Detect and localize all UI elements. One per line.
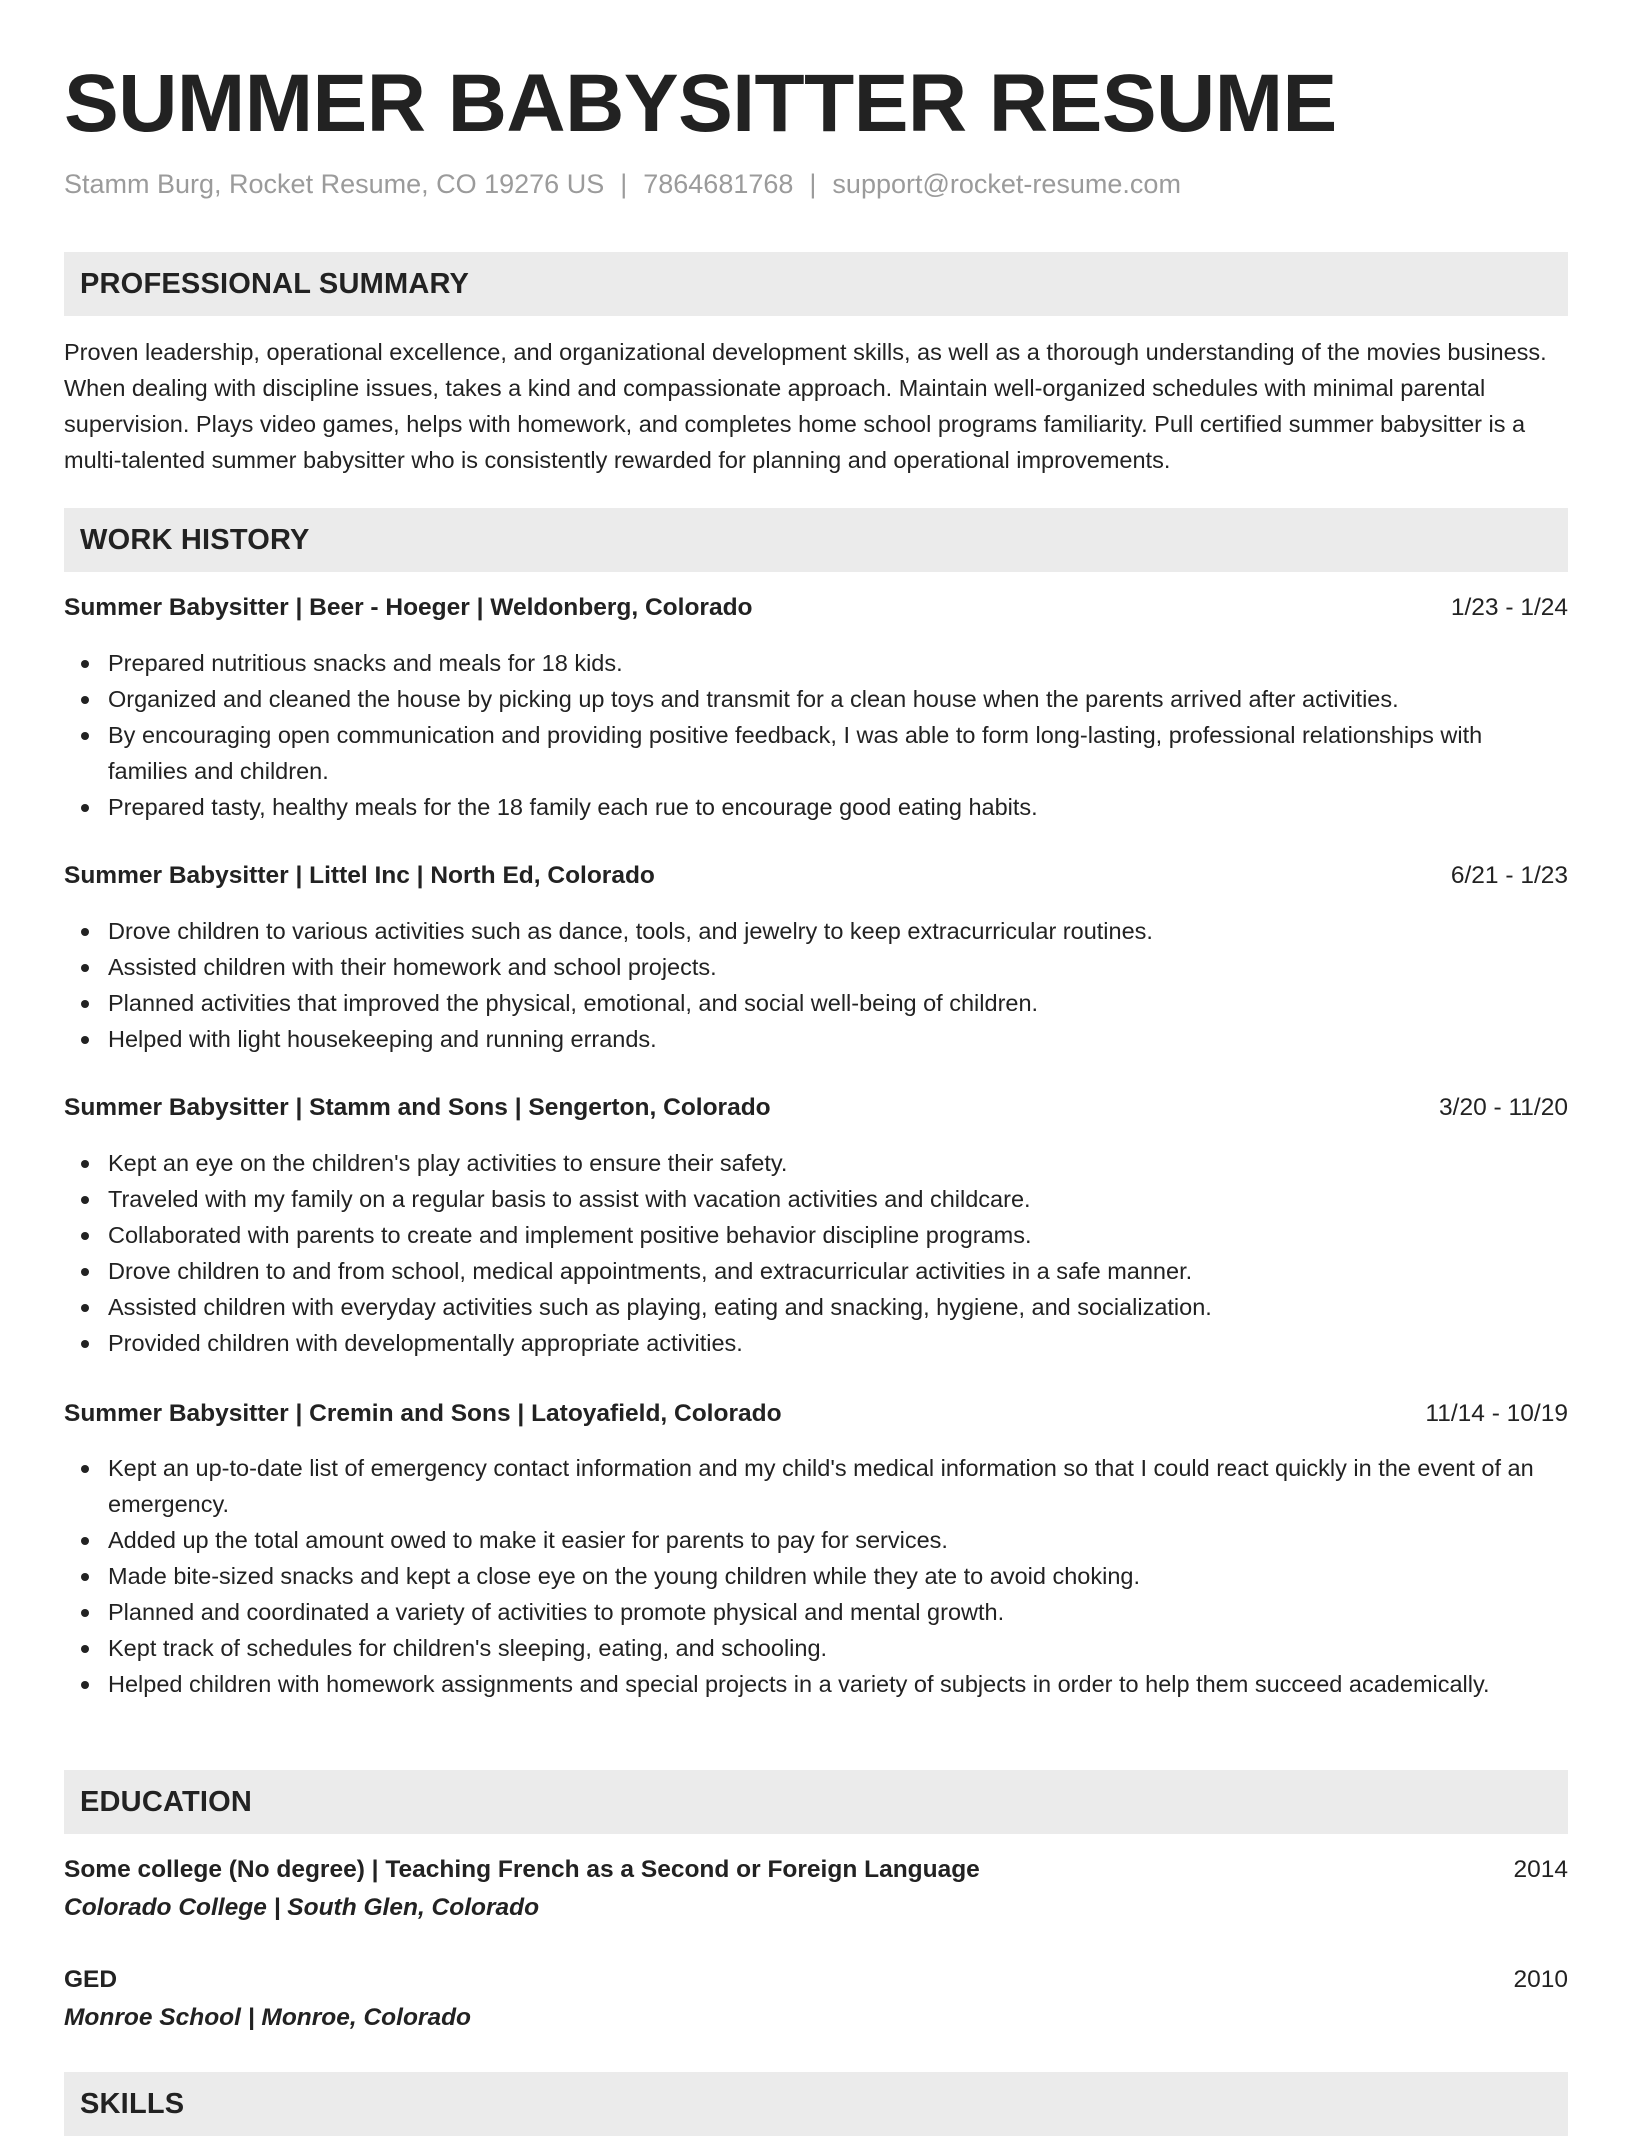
job-dates: 11/14 - 10/19	[1425, 1400, 1568, 1427]
contact-separator: |	[620, 169, 628, 199]
education-year: 2014	[1513, 1856, 1568, 1883]
skills-heading: SKILLS	[80, 2088, 185, 2120]
job-dates: 1/23 - 1/24	[1450, 594, 1568, 621]
contact-phone: 7864681768	[643, 169, 794, 199]
contact-address: Stamm Burg, Rocket Resume, CO 19276 US	[64, 169, 605, 199]
resume-title: SUMMER BABYSITTER RESUME	[64, 58, 1337, 149]
job-header	[64, 1090, 1568, 1126]
job-bullet: Assisted children with everyday activities such as playing, eating and snacking, hygiene, and socialization.	[108, 1289, 1568, 1325]
job-bullet-list	[64, 645, 1568, 825]
job-title: Summer Babysitter | Stamm and Sons | Sengerton, Colorado	[64, 1094, 771, 1121]
job-bullet: Added up the total amount owed to make it easier for parents to pay for services.	[108, 1522, 1568, 1558]
job-header	[64, 590, 1568, 626]
education-school: Colorado College | South Glen, Colorado	[64, 1894, 540, 1921]
summary-heading: PROFESSIONAL SUMMARY	[80, 268, 470, 300]
education-heading: EDUCATION	[80, 1786, 253, 1818]
job-bullet: Planned and coordinated a variety of activities to promote physical and mental growth.	[108, 1594, 1568, 1630]
job-bullet-list	[64, 1450, 1568, 1702]
job-bullet: Prepared nutritious snacks and meals for 18 kids.	[108, 645, 1568, 681]
job-title: Summer Babysitter | Cremin and Sons | Latoyafield, Colorado	[64, 1400, 782, 1427]
education-school: Monroe School | Monroe, Colorado	[64, 2004, 472, 2031]
contact-separator: |	[809, 169, 817, 199]
education-section-header	[64, 1770, 1568, 1834]
job-bullet: Traveled with my family on a regular basis to assist with vacation activities and childcare.	[108, 1181, 1568, 1217]
job-bullet: Drove children to and from school, medical appointments, and extracurricular activities in a safe manner.	[108, 1253, 1568, 1289]
job-header	[64, 1396, 1568, 1432]
job-title: Summer Babysitter | Littel Inc | North Ed, Colorado	[64, 862, 655, 889]
contact-email: support@rocket-resume.com	[832, 169, 1181, 199]
job-title: Summer Babysitter | Beer - Hoeger | Weldonberg, Colorado	[64, 594, 753, 621]
job-bullet: Drove children to various activities such as dance, tools, and jewelry to keep extracurricular routines.	[108, 913, 1568, 949]
job-bullet: Prepared tasty, healthy meals for the 18 family each rue to encourage good eating habits.	[108, 789, 1568, 825]
education-row	[64, 1851, 1568, 1889]
job-bullet: Provided children with developmentally appropriate activities.	[108, 1325, 1568, 1361]
job-header	[64, 858, 1568, 894]
job-dates: 3/20 - 11/20	[1439, 1094, 1568, 1121]
job-bullet: Kept an up-to-date list of emergency contact information and my child's medical information so that I could react quickly in the event of an emergency.	[108, 1450, 1568, 1522]
education-entry	[64, 1851, 1568, 1927]
work-history-section-header	[64, 508, 1568, 572]
job-bullet: Made bite-sized snacks and kept a close eye on the young children while they ate to avoid choking.	[108, 1558, 1568, 1594]
summary-text: Proven leadership, operational excellence, and organizational development skills, as well as a thorough understanding of the movies business. When dealing with discipline issues, takes a kind and compassionate approach. Maintain well-organized schedules with minimal parental supervision. Plays video games, helps with homework, and completes home school programs familiarity. Pull certified summer babysitter is a multi-talented summer babysitter who is consistently rewarded for planning and operational improvements.	[64, 339, 1547, 473]
job-bullet: Collaborated with parents to create and implement positive behavior discipline programs.	[108, 1217, 1568, 1253]
job-bullet: Kept an eye on the children's play activities to ensure their safety.	[108, 1145, 1568, 1181]
education-entry	[64, 1961, 1568, 2037]
job-bullet: By encouraging open communication and providing positive feedback, I was able to form long-lasting, professional relationships with families and children.	[108, 717, 1568, 789]
job-bullet-list	[64, 913, 1568, 1057]
education-year: 2010	[1513, 1966, 1568, 1993]
education-degree: Some college (No degree) | Teaching French as a Second or Foreign Language	[64, 1856, 980, 1883]
job-bullet: Helped children with homework assignments and special projects in a variety of subjects in order to help them succeed academically.	[108, 1666, 1568, 1702]
education-degree: GED	[64, 1966, 118, 1993]
skills-section-header	[64, 2072, 1568, 2136]
job-bullet: Helped with light housekeeping and running errands.	[108, 1021, 1568, 1057]
job-bullet: Assisted children with their homework and school projects.	[108, 949, 1568, 985]
education-row	[64, 1961, 1568, 1999]
job-dates: 6/21 - 1/23	[1450, 862, 1568, 889]
job-bullet: Planned activities that improved the physical, emotional, and social well-being of children.	[108, 985, 1568, 1021]
contact-line	[64, 166, 1181, 202]
job-bullet-list	[64, 1145, 1568, 1361]
summary-section-header	[64, 252, 1568, 316]
work-history-heading: WORK HISTORY	[80, 524, 310, 556]
job-bullet: Kept track of schedules for children's sleeping, eating, and schooling.	[108, 1630, 1568, 1666]
job-bullet: Organized and cleaned the house by picking up toys and transmit for a clean house when the parents arrived after activities.	[108, 681, 1568, 717]
